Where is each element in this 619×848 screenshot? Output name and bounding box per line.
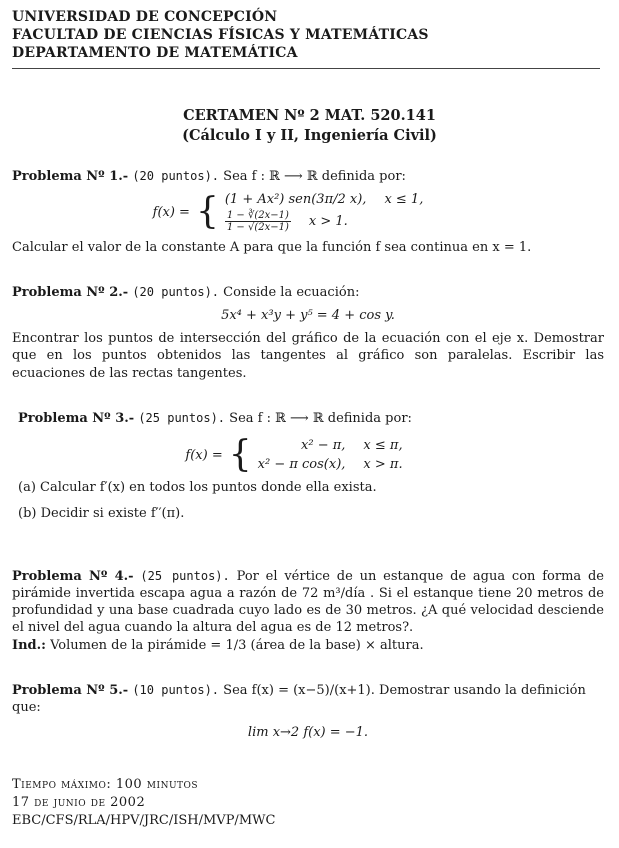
problem-3-function — [0, 434, 610, 476]
problem-3-case2-expr: x² − π cos(x), — [257, 457, 346, 473]
problem-5-points: (10 puntos). — [132, 683, 220, 697]
problem-1-case2-den: 1 − √(2x−1) — [226, 222, 289, 234]
problem-1-label: Problema Nº 1.- — [12, 169, 129, 184]
problem-3-brace: { — [228, 434, 252, 476]
problem-1-brace: { — [195, 191, 219, 233]
problem-5-intro: Sea f(x) = (x−5)/(x+1). Demostrar usando la definición que: — [12, 683, 586, 716]
problem-5-limit: lim x→2 f(x) = −1. — [247, 725, 369, 741]
problem-1-points: (20 puntos). — [132, 169, 220, 183]
problem-4-hint: Volumen de la pirámide = 1/3 (área de la base) × altura. — [50, 637, 424, 653]
problem-3-intro: Sea f : ℝ ⟶ ℝ definida por: — [229, 411, 412, 426]
exam-footer — [12, 776, 275, 830]
exam-subtitle: (Cálculo I y II, Ingeniería Civil) — [182, 127, 437, 144]
exam-date: 17 de junio de 2002 — [12, 795, 146, 810]
author-initials: EBC/CFS/RLA/HPV/JRC/ISH/MVP/MWC — [12, 813, 276, 828]
problem-3-points: (25 puntos). — [138, 411, 226, 425]
problem-3 — [18, 410, 610, 522]
problem-5-label: Problema Nº 5.- — [12, 683, 129, 698]
problem-4 — [12, 568, 604, 654]
problem-4-label: Problema Nº 4.- — [12, 569, 134, 584]
exam-duration: Tiempo máximo: 100 minutos — [12, 777, 199, 792]
problem-1 — [12, 168, 604, 256]
problem-2-points: (20 puntos). — [132, 285, 220, 299]
university-name: UNIVERSIDAD DE CONCEPCIÓN — [12, 9, 278, 25]
problem-2-equation: 5x⁴ + x³y + y⁵ = 4 + cos y. — [221, 308, 395, 324]
problem-3-part-b: (b) Decidir si existe f′′(π). — [18, 505, 185, 521]
institution-header — [12, 8, 429, 62]
problem-4-hint-label: Ind.: — [12, 637, 46, 653]
problem-4-text: Por el vértice de un estanque de agua con forma de pirámide invertida escapa agua a razón de 72 m³/día . Si el estanque tiene 20 metros de profundidad y una base cuadrada cuyo lado es de 30 metros. ¿A qué velocidad desciende el nivel del agua cuando la altura del agua es de 12 metros?. — [12, 569, 604, 636]
faculty-name: FACULTAD DE CIENCIAS FÍSICAS Y MATEMÁTICAS — [12, 27, 429, 43]
problem-4-points: (25 puntos). — [140, 569, 230, 583]
problem-3-fx: f(x) = — [185, 447, 223, 463]
header-divider — [12, 68, 600, 69]
problem-3-case1-expr: x² − π, — [301, 438, 346, 454]
problem-1-function — [0, 191, 604, 233]
department-name: DEPARTAMENTO DE MATEMÁTICA — [12, 45, 298, 61]
problem-3-case2-cond: x > π. — [363, 457, 403, 473]
problem-1-case2-cond: x > 1. — [308, 214, 348, 230]
problem-1-intro: Sea f : ℝ ⟶ ℝ definida por: — [223, 169, 406, 184]
problem-5 — [12, 682, 604, 741]
problem-1-task: Calcular el valor de la constante A para que la función f sea continua en x = 1. — [12, 240, 532, 256]
problem-2-intro: Conside la ecuación: — [223, 285, 360, 300]
problem-1-case1-expr: (1 + Ax²) sen(3π/2 x), — [224, 192, 367, 208]
problem-3-part-a: (a) Calcular f′(x) en todos los puntos donde ella exista. — [18, 480, 377, 496]
problem-1-fx: f(x) = — [152, 204, 190, 220]
problem-1-case2-num: 1 − ∛(2x−1) — [226, 210, 289, 222]
exam-title: CERTAMEN Nº 2 MAT. 520.141 — [183, 107, 436, 124]
problem-1-case1-cond: x ≤ 1, — [384, 192, 424, 208]
problem-2-task: Encontrar los puntos de intersección del gráfico de la ecuación con el eje x. Demostrar que en los puntos obtenidos las tangentes al gráfico son paralelas. Escribir las ecuaciones de las rectas tangentes. — [12, 331, 604, 381]
problem-3-case1-cond: x ≤ π, — [363, 438, 403, 454]
problem-3-label: Problema Nº 3.- — [18, 411, 135, 426]
problem-1-case2-fraction — [225, 210, 291, 233]
problem-2-label: Problema Nº 2.- — [12, 285, 129, 300]
problem-2 — [12, 284, 604, 382]
